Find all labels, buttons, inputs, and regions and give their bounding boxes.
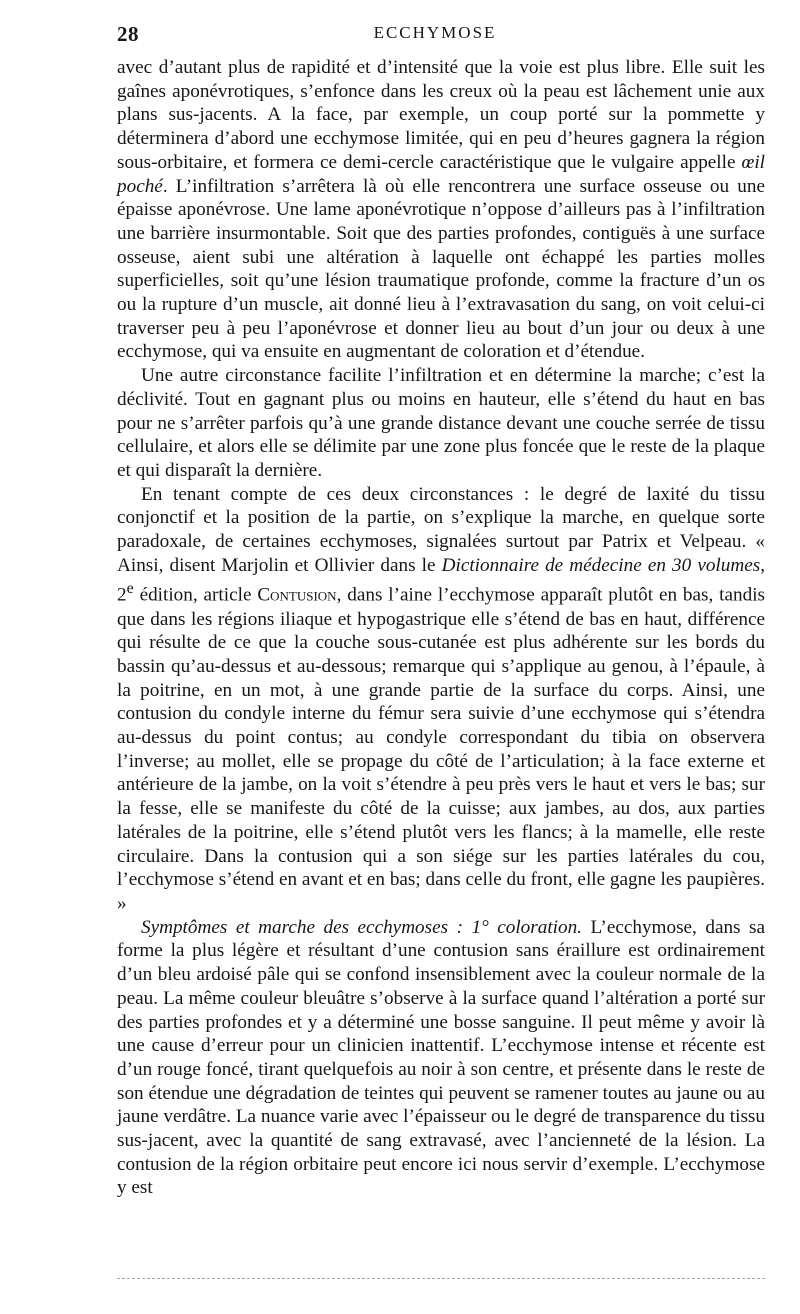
dictionary-title: Dictionnaire de médecine en 30 volumes [441,554,761,576]
paragraph-3-text-d: , dans l’aine l’ecchymose apparaît plutôt en bas, tandis que dans les régions iliaque et hypogastrique elle s’étend de bas en haut, différence qui résulte de ce que la couche sous-cutanée est plus adhérente sur les bords du bassin qu’au-dessus et au-dessous; remarque qui s’applique au genou, à l’épaule, à la poitrine, en un mot, à une grande partie de la surface du corps. Ainsi, une contusion du condyle interne du fémur sera suivie d’une ecchymose qui s’étendra au-dessus du point contus; au condyle correspondant du tibia on observera l’inverse; au mollet, elle se propage du côté de l’articulation; à la face externe et antérieure de la jambe, on la voit s’étendre à peu près vers le haut et vers le bas; sur la fesse, elle se manifeste du côté de la cuisse; aux jambes, au dos, aux parties latérales de la poitrine, elle s’étend plutôt vers les flancs; à la mamelle, elle reste circulaire. Dans la contusion qui a son siége sur les parties latérales du cou, l’ecchymose s’étend en avant et en bas; dans celle du front, elle gagne les paupières. » [117,584,765,914]
paragraph-1 [117,56,765,364]
paragraph-3-text-b: , 2 [117,554,765,606]
paragraph-4-text: L’ecchymose, dans sa forme la plus légère et résultant d’une contusion sans éraillure est ordinairement d’un bleu ardoisé pâle qui se confond insensiblement avec la couleur normale de la peau. La même couleur bleuâtre s’observe à la surface quand l’altération a porté sur des parties profondes et y a déterminé une bosse sanguine. Il peut même y avoir là une cause d’erreur pour un clinicien inattentif. L’ecchymose intense et récente est d’un rouge foncé, tirant quelquefois au noir à son centre, et présente dans le reste de son étendue une dégradation de teintes qui peuvent se ramener toutes au jaune ou au jaune verdâtre. La nuance varie avec l’épaisseur ou le degré de transparence du tissu sus-jacent, avec la quantité de sang extravasé, avec l’ancienneté de la lésion. La contusion de la région orbitaire peut encore ici nous servir d’exemple. L’ecchymose y est [117,916,765,1199]
paragraph-3 [117,483,765,916]
running-head: ECCHYMOSE [373,23,497,42]
paragraph-2-text: Une autre circonstance facilite l’infiltration et en détermine la marche; c’est la déclivité. Tout en gagnant plus ou moins en hauteur, elle s’étend du haut en bas pour ne s’arrêter parfois qu’à une grande distance devant une couche serrée de tissu cellulaire, et alors elle se délimite par une zone plus foncée que le reste de la plaque et qui disparaît la dernière. [117,365,765,481]
page-number: 28 [117,22,139,46]
footer-rule [117,1278,765,1279]
body-text [117,56,765,1200]
paragraph-3-text-a: En tenant compte de ces deux circonstances : le degré de laxité du tissu conjonctif et la position de la partie, on s’explique la marche, en quelque sorte paradoxale, de certaines ecchymoses, signalées surtout par Patrix et Velpeau. « Ainsi, disent Marjolin et Ollivier dans le [117,483,765,576]
paragraph-1-italic: œil poché [117,151,765,197]
article-name: Contusion [257,584,337,606]
section-heading: Symptômes et marche des ecchymoses : 1° coloration. [141,916,582,938]
paragraph-1-text-cont: . L’infiltration s’arrêtera là où elle rencontrera une surface osseuse ou une épaisse aponévrose. Une lame aponévrotique n’oppose d’ailleurs pas à l’infiltration une barrière insurmontable. Soit que des parties profondes, contiguës à une surface osseuse, aient subi une altération à laquelle ont échappé les parties molles superficielles, soit qu’une lésion traumatique profonde, comme la fracture d’un os ou la rupture d’un muscle, ait donné lieu à l’extravasation du sang, on voit celui-ci traverser peu à peu l’aponévrose et donner lieu au bout d’un jour ou deux à une ecchymose, qui va ensuite en augmentant de coloration et d’étendue. [117,175,765,363]
paragraph-4 [117,916,765,1200]
paragraph-3-text-c: édition, article [133,584,258,606]
paragraph-1-text: avec d’autant plus de rapidité et d’intensité que la voie est plus libre. Elle suit les gaînes aponévrotiques, s’enfonce dans les creux où la peau est lâchement unie aux plans sus-jacents. A la face, par exemple, un coup porté sur la pommette y déterminera d’abord une ecchymose limitée, qui en peu d’heures gagnera la région sous-orbitaire, et formera ce demi-cercle caractéristique que le vulgaire appelle [117,57,765,173]
paragraph-2 [117,364,765,483]
edition-superscript: e [126,580,134,598]
page-header [0,22,800,52]
